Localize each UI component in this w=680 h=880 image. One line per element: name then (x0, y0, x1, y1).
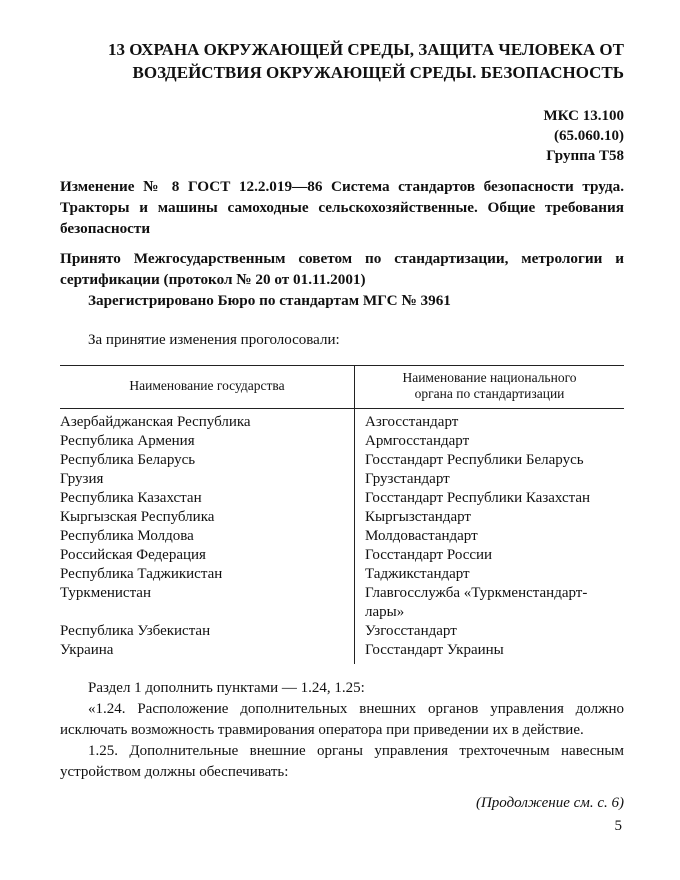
state-cell: Республика Казахстан (60, 489, 355, 508)
state-cell: Республика Армения (60, 432, 355, 451)
state-cell: Грузия (60, 470, 355, 489)
header-state-name: Наименование государства (60, 366, 355, 409)
state-cell: Украина (60, 641, 355, 664)
table-row (60, 641, 624, 664)
standards-body-line1: Главгосслужба «Туркменстандарт- (365, 585, 588, 601)
standards-body-cell: Госстандарт Республики Казахстан (365, 490, 591, 506)
table-row (60, 432, 624, 451)
table-row (60, 527, 624, 546)
table-row (60, 584, 624, 622)
table-row (60, 546, 624, 565)
standards-body-cell: Кыргызстандарт (365, 509, 471, 525)
voted-intro: За принятие изменения проголосовали: (88, 332, 340, 348)
header-standards-body-line2: органа по стандартизации (414, 386, 565, 401)
standards-body-cell: Узгосстандарт (365, 623, 457, 639)
paragraph-1-24: «1.24. Расположение дополнительных внешних органов управления должно исключать возможность травмирования оператора при приведении их в действие. (60, 701, 624, 738)
standards-body-cell (355, 584, 625, 622)
table-row (60, 451, 624, 470)
standards-body-cell: Азгосстандарт (365, 414, 459, 430)
group-code: Группа Т58 (546, 148, 624, 164)
table-row (60, 565, 624, 584)
classification-block (60, 106, 624, 166)
registration-statement: Зарегистрировано Бюро по стандартам МГС № 3961 (88, 292, 451, 309)
document-page (60, 38, 624, 812)
table-row (60, 508, 624, 527)
standards-body-cell: Госстандарт России (365, 547, 493, 563)
state-cell: Республика Беларусь (60, 451, 355, 470)
standards-body-cell: Госстандарт Украины (365, 642, 504, 658)
continuation-note: (Продолжение см. с. 6) (475, 795, 624, 811)
header-standards-body (355, 366, 625, 409)
table-header-row (60, 366, 624, 409)
standards-body-cell: Грузстандарт (365, 471, 450, 487)
section-title-line2: ВОЗДЕЙСТВИЯ ОКРУЖАЮЩЕЙ СРЕДЫ. БЕЗОПАСНОСТЬ (132, 63, 624, 82)
table-row (60, 409, 624, 433)
state-cell: Кыргызская Республика (60, 508, 355, 527)
table-row (60, 622, 624, 641)
mks-code-secondary: (65.060.10) (554, 128, 624, 144)
standards-body-line2: лары» (365, 604, 405, 620)
state-cell: Республика Узбекистан (60, 622, 355, 641)
standards-body-cell: Таджикстандарт (365, 566, 470, 582)
page-number: 5 (614, 818, 622, 834)
standards-body-cell: Госстандарт Республики Беларусь (365, 452, 584, 468)
table-row (60, 489, 624, 508)
section-title (60, 38, 624, 84)
standards-body-cell: Молдовастандарт (365, 528, 478, 544)
mks-code: МКС 13.100 (543, 108, 624, 124)
change-title: Изменение № 8 ГОСТ 12.2.019—86 Система стандартов безопасности труда. Тракторы и машины самоходные сельскохозяйственные. Общие требования безопасности (60, 178, 624, 237)
section-title-line1: 13 ОХРАНА ОКРУЖАЮЩЕЙ СРЕДЫ, ЗАЩИТА ЧЕЛОВЕКА ОТ (108, 40, 624, 59)
table-row (60, 470, 624, 489)
standards-body-cell: Армгосстандарт (365, 433, 470, 449)
state-cell: Республика Таджикистан (60, 565, 355, 584)
paragraph-section-addition: Раздел 1 дополнить пунктами — 1.24, 1.25: (88, 680, 365, 696)
adopted-statement: Принято Межгосударственным советом по стандартизации, метрологии и сертификации (протокол № 20 от 01.11.2001) (60, 250, 624, 288)
state-cell: Республика Молдова (60, 527, 355, 546)
header-standards-body-line1: Наименование национального (402, 370, 577, 385)
states-table (60, 365, 624, 664)
paragraph-1-25: 1.25. Дополнительные внешние органы управления трехточечным навесным устройством должны обеспечивать: (60, 743, 624, 780)
state-cell: Азербайджанская Республика (60, 409, 355, 433)
state-cell: Туркменистан (60, 584, 355, 622)
state-cell: Российская Федерация (60, 546, 355, 565)
